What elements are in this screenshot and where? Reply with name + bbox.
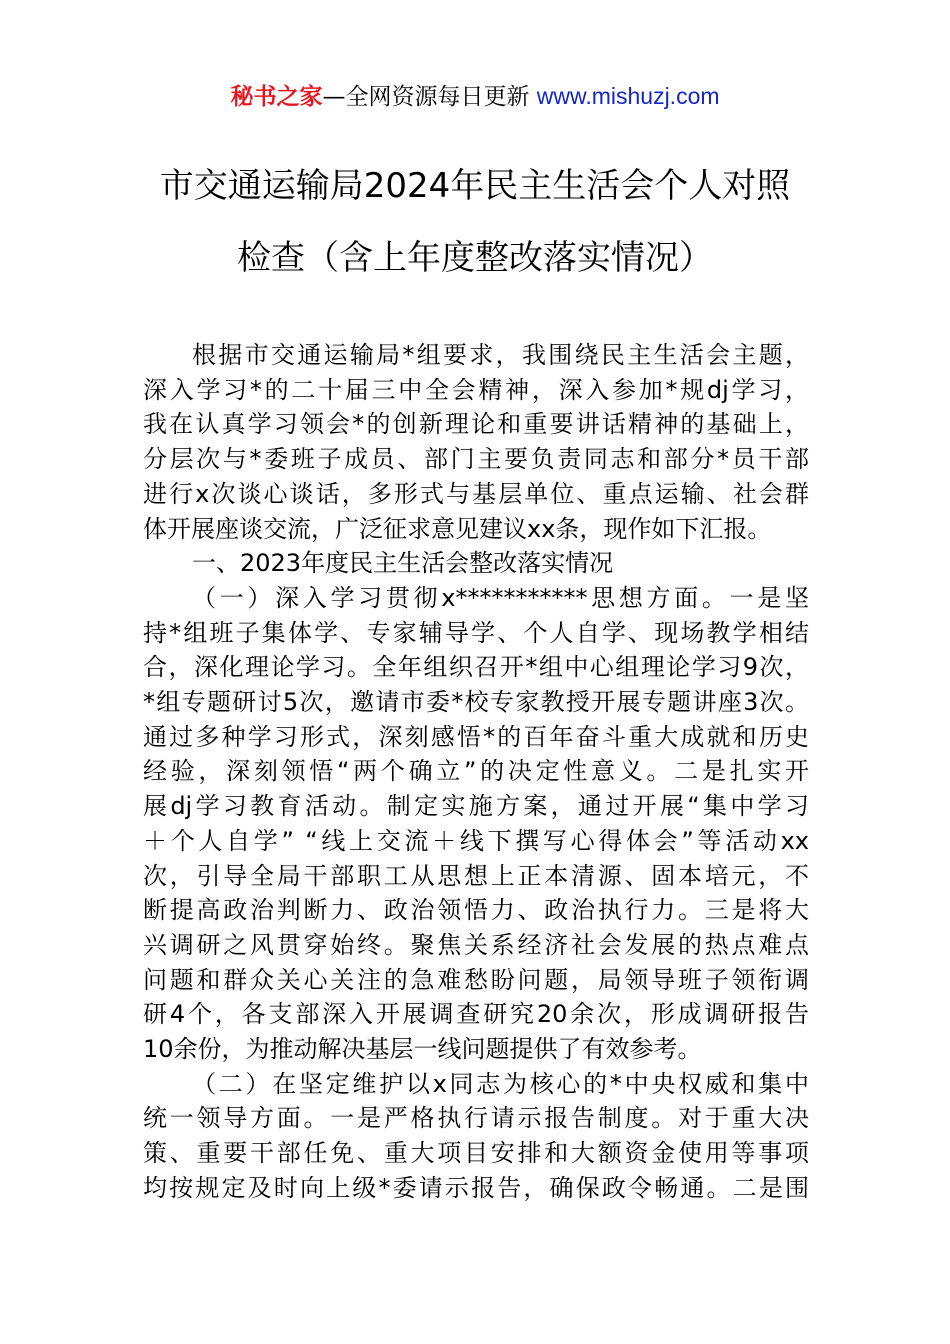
section-heading: 一、2023年度民主生活会整改落实情况 <box>192 549 614 578</box>
site-url-link[interactable]: www.mishuzj.com <box>536 83 720 109</box>
body-line: 通过多种学习形式，深刻感悟*的百年奋斗重大成就和历史 <box>143 722 809 751</box>
body-line: 兴调研之风贯穿始终。聚焦关系经济社会发展的热点难点 <box>143 930 809 959</box>
title-line: 市交通运输局2024年民主生活会个人对照 <box>159 166 791 206</box>
body-line: 深入学习*的二十届三中全会精神，深入参加*规dj学习， <box>143 375 809 404</box>
body-line: 断提高政治判断力、政治领悟力、政治执行力。三是将大 <box>143 896 809 925</box>
body-line: （一）深入学习贯彻x***********思想方面。一是坚 <box>192 583 809 612</box>
body-line: 均按规定及时向上级*委请示报告，确保政令畅通。二是围 <box>143 1173 809 1202</box>
site-slogan: —全网资源每日更新 <box>322 84 537 110</box>
body-line: 策、重要干部任免、重大项目安排和大额资金使用等事项 <box>143 1139 809 1168</box>
body-line: 进行x次谈心谈话，多形式与基层单位、重点运输、社会群 <box>143 479 809 508</box>
title-line: 检查（含上年度整改落实情况） <box>237 238 713 278</box>
body-line: ＋个人自学” “线上交流＋线下撰写心得体会”等活动xx <box>143 826 809 855</box>
body-line: 根据市交通运输局*组要求，我围绕民主生活会主题， <box>192 341 809 369</box>
body-line: 研4个，各支部深入开展调查研究20余次，形成调研报告 <box>143 1000 809 1029</box>
body-line: 持*组班子集体学、专家辅导学、个人自学、现场教学相结 <box>143 618 809 647</box>
body-line: 统一领导方面。一是严格执行请示报告制度。对于重大决 <box>143 1104 809 1133</box>
body-line: 我在认真学习领会*的创新理论和重要讲话精神的基础上， <box>143 410 809 439</box>
body-line: 10余份，为推动解决基层一线问题提供了有效参考。 <box>143 1035 702 1064</box>
document-body <box>143 338 809 1206</box>
body-line: 合，深化理论学习。全年组织召开*组中心组理论学习9次， <box>143 653 809 682</box>
body-line: 次，引导全局干部职工从思想上正本清源、固本培元，不 <box>143 861 809 890</box>
document-title <box>100 150 850 294</box>
body-line: 体开展座谈交流，广泛征求意见建议xx条，现作如下汇报。 <box>143 514 772 543</box>
body-line: 分层次与*委班子成员、部门主要负责同志和部分*员干部 <box>143 445 809 474</box>
body-line: 问题和群众关心关注的急难愁盼问题，局领导班子领衔调 <box>143 965 809 994</box>
site-banner <box>0 80 950 113</box>
site-name: 秘书之家 <box>230 84 323 110</box>
body-line: （二）在坚定维护以x同志为核心的*中央权威和集中 <box>192 1069 809 1098</box>
body-line: *组专题研讨5次，邀请市委*校专家教授开展专题讲座3次。 <box>143 688 809 717</box>
body-line: 经验，深刻领悟“两个确立”的决定性意义。二是扎实开 <box>143 757 809 786</box>
body-line: 展dj学习教育活动。制定实施方案，通过开展“集中学习 <box>143 792 809 821</box>
